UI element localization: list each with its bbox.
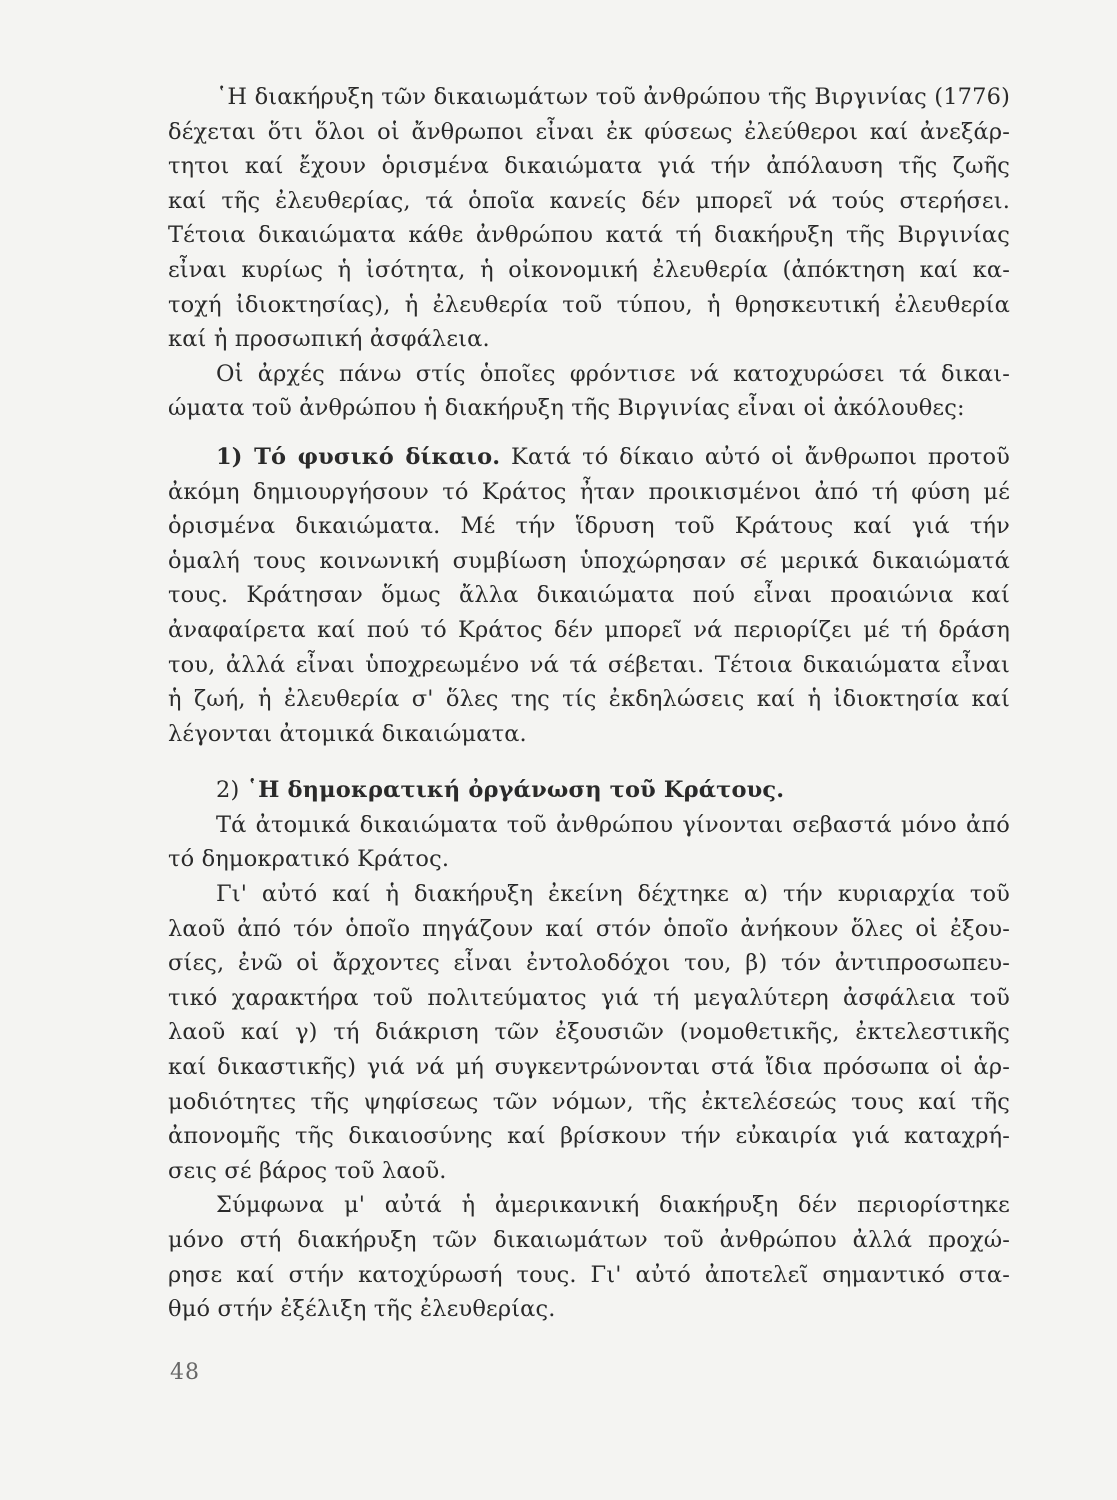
text-line: τικό χαρακτήρα τοῦ πολιτεύματος γιά τή μεγαλύτερη ἀσφάλεια τοῦ	[168, 984, 1010, 1011]
text-line: καί τῆς ἐλευθερίας, τά ὁποῖα κανείς δέν μπορεῖ νά τούς στερήσει.	[168, 187, 1010, 214]
page-text	[168, 80, 1010, 1327]
text-line: μοδιότητες τῆς ψηφίσεως τῶν νόμων, τῆς ἐκτελέσεώς τους καί τῆς	[168, 1088, 1010, 1115]
text-line: ἀπονομῆς τῆς δικαιοσύνης καί βρίσκουν τήν εὐκαιρία γιά καταχρή-	[168, 1123, 1010, 1150]
text-line: ὁρισμένα δικαιώματα. Μέ τήν ἵδρυση τοῦ Κράτους καί γιά τήν	[168, 513, 1010, 540]
text-line: μόνο στή διακήρυξη τῶν δικαιωμάτων τοῦ ἀνθρώπου ἀλλά προχώ-	[168, 1227, 1010, 1253]
paragraph-american-declaration	[168, 1188, 1010, 1326]
section-heading-natural-law: 1) Τό φυσικό δίκαιο.	[216, 443, 501, 470]
text-line: Τά ἀτομικά δικαιώματα τοῦ ἀνθρώπου γίνονται σεβαστά μόνο ἀπό	[216, 811, 1010, 838]
text-line: λέγονται ἀτομικά δικαιώματα.	[168, 720, 527, 747]
text-line: Σύμφωνα μ' αὐτά ἡ ἀμερικανική διακήρυξη δέν περιορίστηκε	[216, 1192, 1010, 1219]
text-line: Γι' αὐτό καί ἡ διακήρυξη ἐκείνη δέχτηκε α) τήν κυριαρχία τοῦ	[216, 881, 1010, 908]
text-line: τους. Κράτησαν ὅμως ἄλλα δικαιώματα πού εἶναι προαιώνια καί	[168, 582, 1010, 609]
text-line: Τέτοια δικαιώματα κάθε ἀνθρώπου κατά τή διακήρυξη τῆς Βιργινίας	[168, 222, 1010, 249]
text-line: ῾Η διακήρυξη τῶν δικαιωμάτων τοῦ ἀνθρώπου τῆς Βιργινίας (1776)	[216, 84, 1010, 110]
text-line: ρησε καί στήν κατοχύρωσή τους. Γι' αὐτό ἀποτελεῖ σημαντικό στα-	[168, 1261, 1010, 1288]
text-line: Οἱ ἀρχές πάνω στίς ὁποῖες φρόντισε νά κατοχυρώσει τά δικαι-	[216, 360, 1010, 387]
text-span: Κατά τό δίκαιο αὐτό οἱ ἄνθρωποι προτοῦ	[500, 443, 1010, 470]
text-line: τητοι καί ἔχουν ὁρισμένα δικαιώματα γιά τήν ἀπόλαυση τῆς ζωῆς	[168, 153, 1010, 180]
text-line: τοχή ἰδιοκτησίας), ἡ ἐλευθερία τοῦ τύπου, ἡ θρησκευτική ἐλευθερία	[168, 291, 1010, 318]
text-line: ὁμαλή τους κοινωνική συμβίωση ὑποχώρησαν σέ μερικά δικαιώματά	[168, 547, 1010, 574]
text-line: σίες, ἐνῶ οἱ ἄρχοντες εἶναι ἐντολοδόχοι του, β) τόν ἀντιπροσωπευ-	[168, 950, 1010, 977]
text-line: λαοῦ καί γ) τή διάκριση τῶν ἐξουσιῶν (νομοθετικῆς, ἐκτελεστικῆς	[168, 1019, 1010, 1046]
text-line: εἶναι κυρίως ἡ ἰσότητα, ἡ οἰκονομική ἐλευθερία (ἀπόκτηση καί κα-	[168, 256, 1010, 283]
text-line: θμό στήν ἐξέλιξη τῆς ἐλευθερίας.	[168, 1296, 556, 1323]
paragraph-principles-intro	[168, 357, 1010, 426]
text-line: ἀναφαίρετα καί πού τό Κράτος δέν μπορεῖ νά περιορίζει μέ τή δράση	[168, 616, 1010, 643]
text-line: σεις σέ βάρος τοῦ λαοῦ.	[168, 1157, 447, 1184]
section-heading-democratic-organization	[168, 773, 1010, 808]
text-line: καί ἡ προσωπική ἀσφάλεια.	[168, 326, 490, 353]
heading-number: 2)	[216, 777, 240, 804]
page-number: 48	[170, 1360, 200, 1385]
text-line	[168, 440, 1010, 475]
text-line: του, ἀλλά εἶναι ὑποχρεωμένο νά τά σέβεται. Τέτοια δικαιώματα εἶναι	[168, 651, 1010, 678]
section-natural-law	[168, 440, 1010, 751]
text-line: καί δικαστικῆς) γιά νά μή συγκεντρώνονται στά ἴδια πρόσωπα οἱ ἁρ-	[168, 1054, 1010, 1081]
paragraph-respected-rights	[168, 808, 1010, 877]
text-line: ἀκόμη δημιουργήσουν τό Κράτος ἦταν προικισμένοι ἀπό τή φύση μέ	[168, 478, 1010, 505]
paragraph-virginia-declaration	[168, 80, 1010, 357]
paragraph-sovereignty	[168, 877, 1010, 1188]
heading-text: ῾Η δημοκρατική ὀργάνωση τοῦ Κράτους.	[246, 777, 785, 804]
text-line: ώματα τοῦ ἀνθρώπου ἡ διακήρυξη τῆς Βιργινίας εἶναι οἱ ἀκόλουθες:	[168, 395, 965, 422]
text-line: δέχεται ὅτι ὅλοι οἱ ἄνθρωποι εἶναι ἐκ φύσεως ἐλεύθεροι καί ἀνεξάρ-	[168, 118, 1010, 145]
text-line: τό δημοκρατικό Κράτος.	[168, 846, 450, 873]
text-line: ἡ ζωή, ἡ ἐλευθερία σ' ὅλες της τίς ἐκδηλώσεις καί ἡ ἰδιοκτησία καί	[168, 686, 1010, 713]
text-line: λαοῦ ἀπό τόν ὁποῖο πηγάζουν καί στόν ὁποῖο ἀνήκουν ὅλες οἱ ἐξου-	[168, 915, 1010, 942]
